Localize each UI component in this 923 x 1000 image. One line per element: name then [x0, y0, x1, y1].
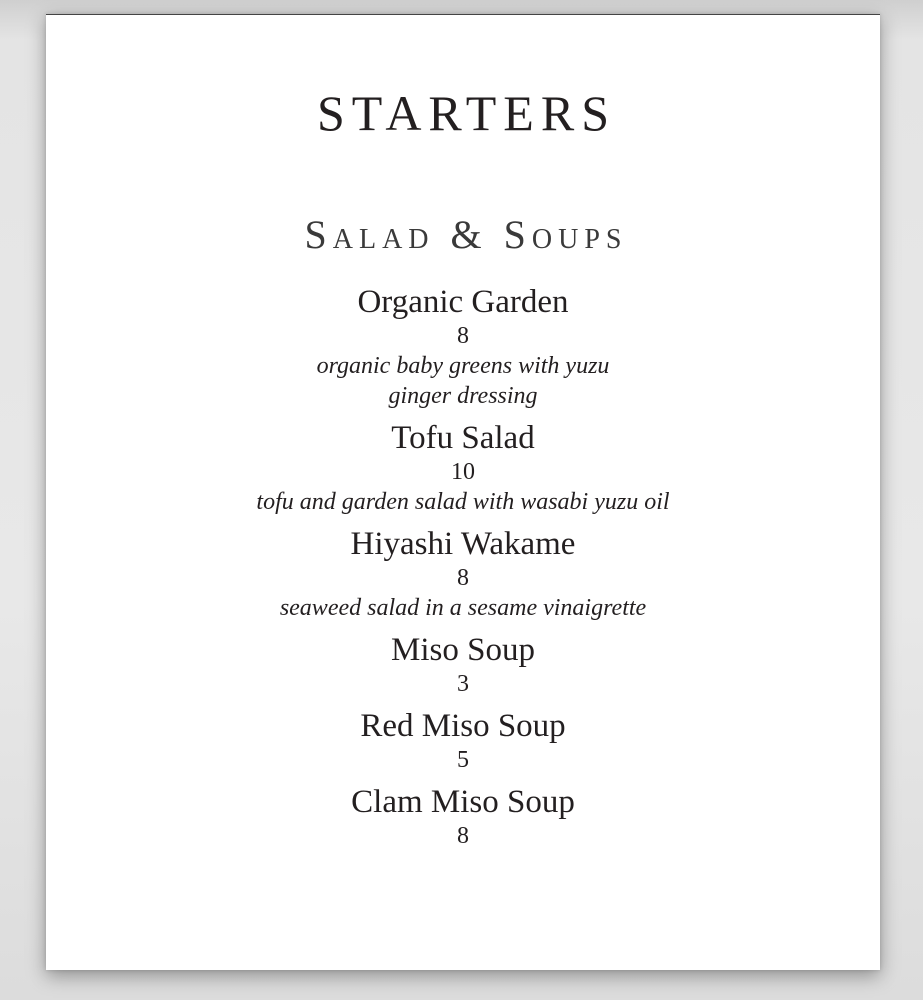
item-name: Organic Garden: [357, 284, 569, 320]
menu-item-clam-miso-soup: [46, 783, 880, 851]
menu-item-tofu-salad: [46, 419, 880, 517]
item-description: seaweed salad in a sesame vinaigrette: [279, 595, 647, 621]
section-title: Salad & Soups: [304, 212, 628, 257]
item-name: Tofu Salad: [391, 420, 535, 456]
item-price: 8: [457, 565, 469, 591]
item-price: 8: [457, 823, 469, 849]
menu-item-red-miso-soup: [46, 707, 880, 775]
item-price: 8: [457, 323, 469, 349]
menu-item-organic-garden: [46, 283, 880, 411]
item-description: organic baby greens with yuzu ginger dressing: [316, 353, 610, 409]
item-name: Red Miso Soup: [360, 708, 566, 744]
menu-page: [46, 14, 880, 970]
menu-item-hiyashi-wakame: [46, 525, 880, 623]
page-title: STARTERS: [316, 85, 617, 141]
item-name: Miso Soup: [391, 632, 535, 668]
item-price: 5: [457, 747, 469, 773]
item-price: 10: [451, 459, 475, 485]
item-name: Hiyashi Wakame: [350, 526, 576, 562]
menu-item-miso-soup: [46, 631, 880, 699]
item-name: Clam Miso Soup: [351, 784, 575, 820]
menu-list: [46, 283, 880, 859]
item-price: 3: [457, 671, 469, 697]
item-description: tofu and garden salad with wasabi yuzu oil: [256, 489, 670, 515]
